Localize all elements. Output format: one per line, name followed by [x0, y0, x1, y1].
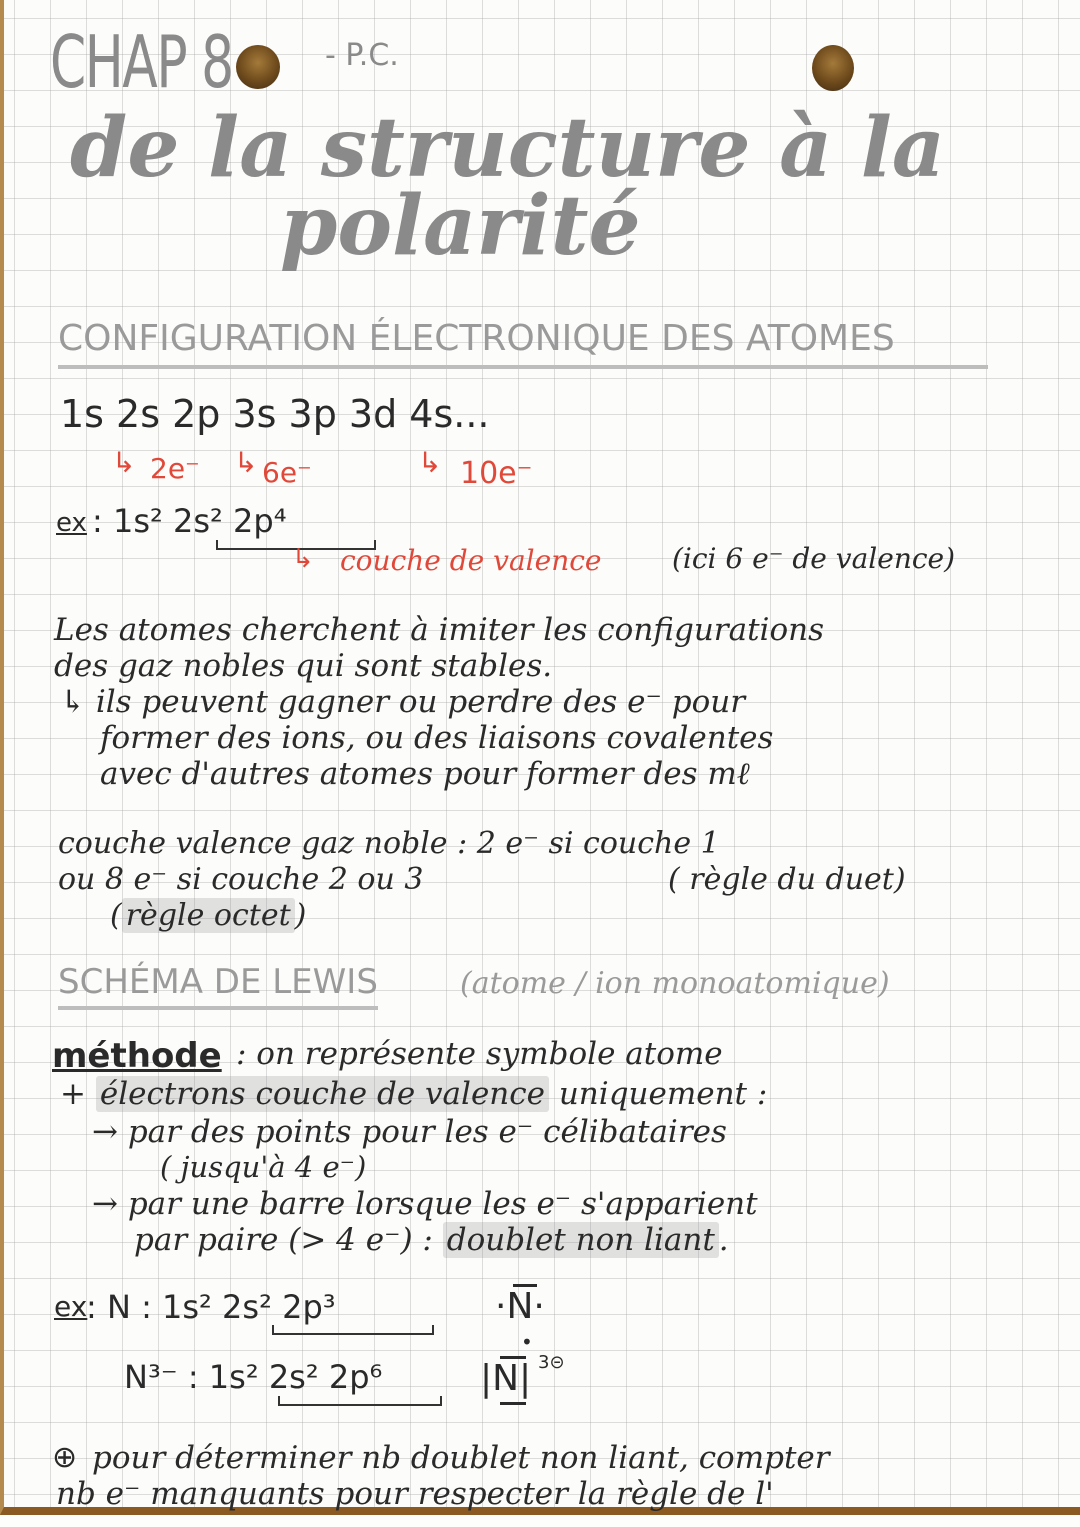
plus-circle-icon: ⊕	[52, 1440, 78, 1475]
note-line: pour déterminer nb doublet non liant, compter	[92, 1440, 830, 1476]
nitride-charge: 3⊝	[538, 1352, 565, 1373]
paragraph-line: ↳ ils peuvent gagner ou perdre des e⁻ pour	[60, 684, 746, 720]
octet-rule-label: ( règle octet )	[110, 898, 307, 933]
example-label: ex	[56, 508, 87, 538]
noble-gas-rule-line2: ou 8 e⁻ si couche 2 ou 3	[58, 862, 424, 897]
nitride-configuration: N³⁻ : 1s² 2s² 2p⁶	[124, 1358, 383, 1396]
nitrogen-lewis-structure: ·N· •	[495, 1286, 545, 1354]
arrow-icon: ↳	[112, 446, 136, 479]
method-line: par paire (> 4 e⁻) : doublet non liant .	[134, 1222, 729, 1258]
section-heading-lewis: SCHÉMA DE LEWIS	[58, 962, 378, 1010]
method-line: : on représente symbole atome	[236, 1036, 723, 1072]
valence-shell-label: couche de valence	[340, 544, 602, 577]
method-line: → par des points pour les e⁻ célibataires	[92, 1114, 727, 1150]
annotation-d-capacity: 10e⁻	[460, 456, 533, 491]
page-bottom-edge	[0, 1515, 1080, 1527]
arrow-icon: ↳	[292, 544, 314, 574]
method-line: + électrons couche de valence uniquement :	[60, 1076, 768, 1112]
paragraph-line: former des ions, ou des liaisons covalentes	[100, 720, 774, 756]
section-heading-lewis-note: (atome / ion monoatomique)	[460, 966, 890, 1001]
subshell-sequence: 1s 2s 2p 3s 3p 3d 4s...	[60, 392, 490, 436]
note-line: nb e⁻ manquants pour respecter la règle de l'	[56, 1476, 774, 1512]
binder-hole-left	[236, 45, 280, 89]
method-label: méthode	[52, 1036, 222, 1076]
method-line: ( jusqu'à 4 e⁻)	[160, 1150, 367, 1184]
binder-hole-right	[812, 45, 854, 91]
example-configuration: : 1s² 2s² 2p⁴	[92, 502, 287, 540]
paragraph-line: Les atomes cherchent à imiter les configurations	[54, 612, 824, 648]
annotation-p-capacity: 6e⁻	[262, 456, 312, 489]
nitride-lewis-structure: |N|	[480, 1358, 531, 1399]
method-line: → par une barre lorsque les e⁻ s'apparient	[92, 1186, 758, 1222]
subject-label: - P.C.	[325, 38, 399, 73]
paragraph-line: des gaz nobles qui sont stables.	[54, 648, 553, 684]
valence-brace	[272, 1325, 434, 1335]
arrow-icon: ↳	[418, 446, 442, 479]
arrow-icon: ↳	[234, 446, 258, 479]
valence-electron-note: (ici 6 e⁻ de valence)	[672, 542, 956, 575]
paragraph-line: avec d'autres atomes pour former des mℓ	[100, 756, 750, 792]
noble-gas-rule-line1: couche valence gaz noble : 2 e⁻ si couche 1	[58, 826, 720, 861]
nitrogen-configuration: : N : 1s² 2s² 2p³	[86, 1288, 336, 1326]
duet-rule-label: ( règle du duet)	[668, 862, 906, 897]
annotation-s-capacity: 2e⁻	[150, 452, 200, 485]
page-title-line2: polarité	[280, 178, 641, 274]
page-title-line1: de la structure à la	[70, 100, 946, 196]
section-heading-configuration: CONFIGURATION ÉLECTRONIQUE DES ATOMES	[58, 318, 988, 369]
example-label: ex	[54, 1290, 88, 1323]
chapter-label: CHAP 8	[50, 20, 233, 104]
valence-brace	[278, 1396, 442, 1406]
